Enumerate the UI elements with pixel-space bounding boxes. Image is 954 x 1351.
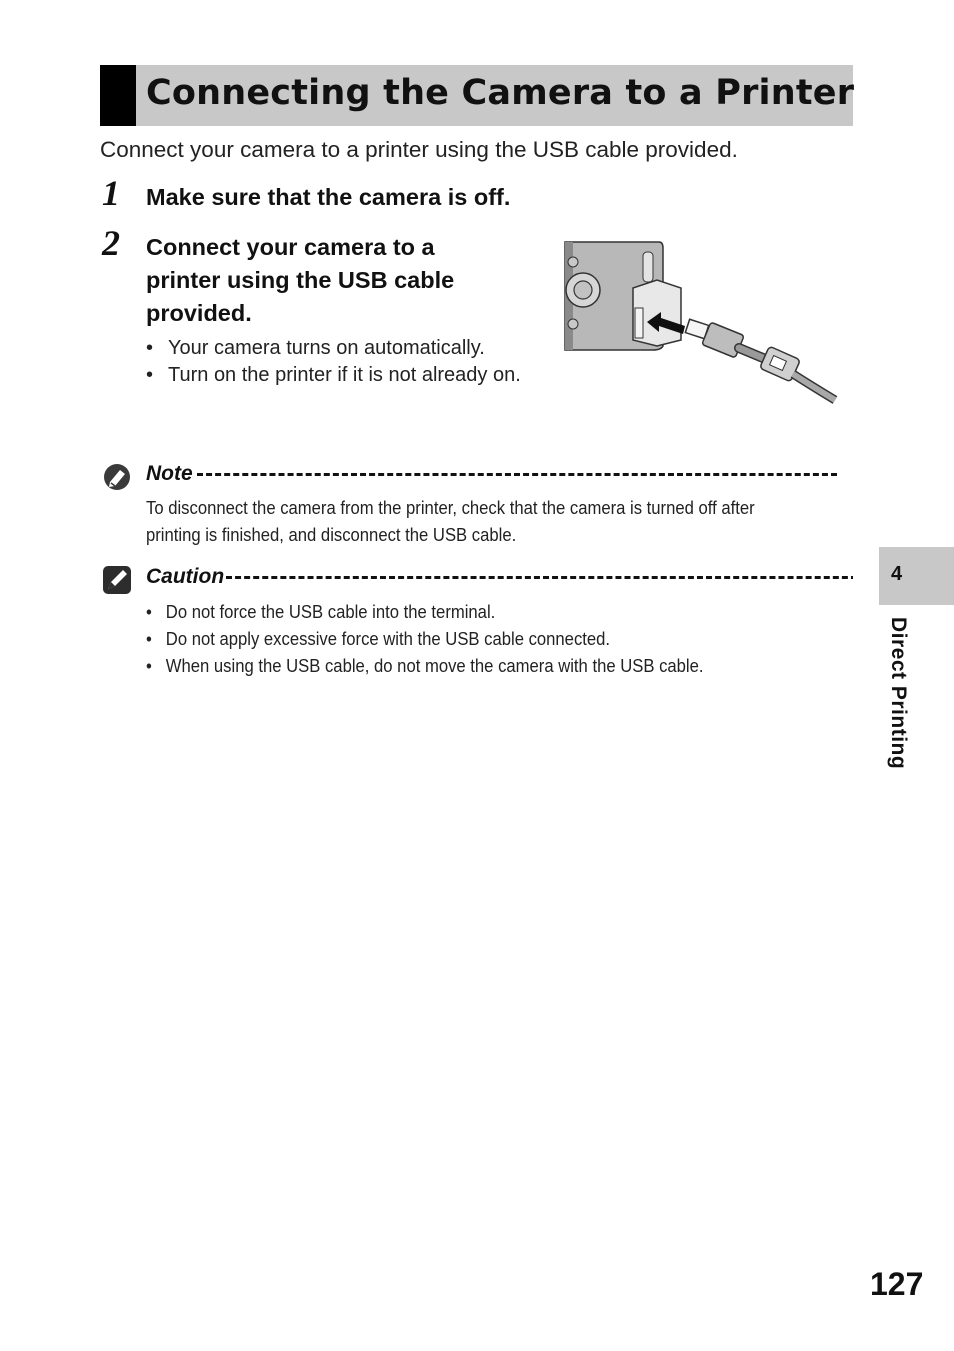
note-body (146, 494, 848, 548)
section-title-bar (100, 65, 853, 126)
list-item: • Turn on the printer if it is not already on. (146, 362, 536, 389)
step-2-bullets (146, 335, 536, 388)
step-2-text (146, 231, 454, 330)
title-marker-block (100, 65, 136, 126)
step-2-number: 2 (102, 223, 120, 263)
pencil-note-icon (102, 462, 132, 492)
step-1-number: 1 (102, 173, 120, 213)
chapter-label: Direct Printing (887, 617, 910, 770)
step-2-line: Connect your camera to a (146, 234, 435, 260)
step-2-line: printer using the USB cable (146, 267, 455, 293)
step-2-line: provided. (146, 300, 252, 326)
list-item: • Do not force the USB cable into the terminal. (146, 598, 848, 625)
page-number: 127 (870, 1266, 924, 1302)
camera-usb-illustration (563, 240, 839, 404)
page-title: Connecting the Camera to a Printer (146, 73, 855, 113)
caution-divider (226, 576, 853, 579)
note-heading-label: Note (146, 462, 193, 485)
note-line: printing is finished, and disconnect the USB cable. (146, 524, 517, 545)
note-line: To disconnect the camera from the printer, check that the camera is turned off after (146, 497, 755, 518)
caution-heading-label: Caution (146, 565, 225, 588)
list-item: • When using the USB cable, do not move the camera with the USB cable. (146, 652, 848, 679)
note-heading (146, 462, 853, 486)
chapter-tab (879, 547, 954, 605)
list-item: • Your camera turns on automatically. (146, 335, 536, 362)
caution-pen-icon (102, 565, 132, 595)
step-1-text: Make sure that the camera is off. (146, 184, 511, 210)
intro-text: Connect your camera to a printer using the USB cable provided. (100, 137, 738, 162)
chapter-label-container (882, 617, 912, 797)
caution-bullets (146, 598, 848, 679)
note-divider (197, 473, 837, 476)
chapter-number: 4 (891, 563, 903, 585)
caution-heading (146, 565, 853, 589)
list-item: • Do not apply excessive force with the USB cable connected. (146, 625, 848, 652)
